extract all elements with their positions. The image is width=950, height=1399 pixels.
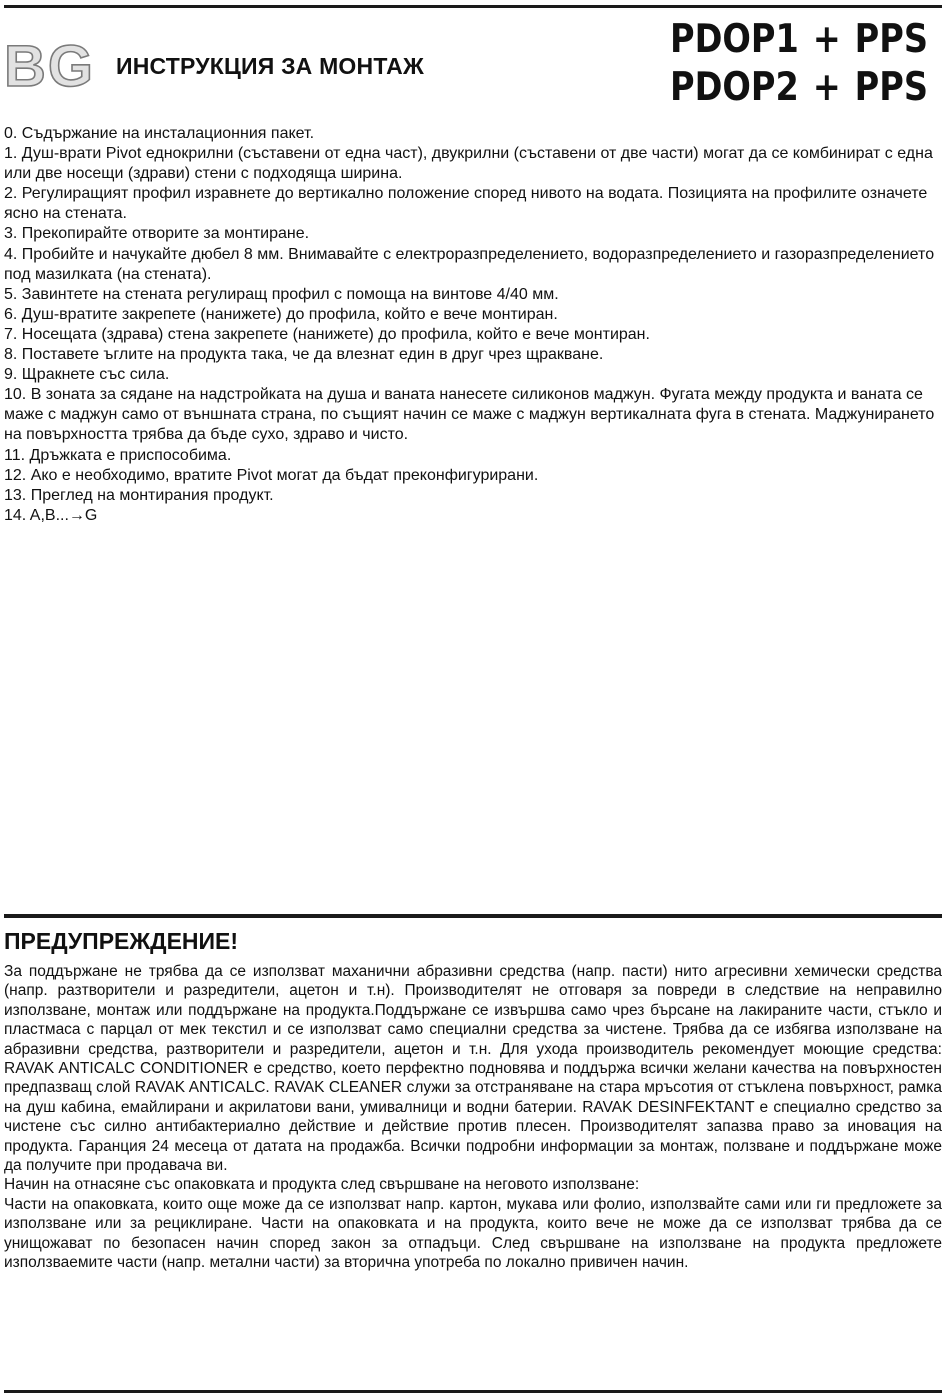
installation-steps: [4, 124, 942, 526]
step-item: 13. Преглед на монтирания продукт.: [4, 486, 274, 504]
step-item: 3. Прекопирайте отворите за монтиране.: [4, 225, 310, 243]
model-line-2: [670, 65, 928, 110]
model-accessory: PPS: [854, 17, 928, 62]
model-plus: +: [812, 17, 841, 62]
step-item: 11. Дръжката е приспособима.: [4, 446, 232, 464]
step-item: 5. Завинтете на стената регулиращ профил с помоща на винтове 4/40 мм.: [4, 285, 559, 303]
model-accessory: PPS: [854, 65, 928, 110]
step-item: 6. Душ-вратите закрепете (нанижете) до профила, който е вече монтиран.: [4, 305, 558, 323]
step-item: 0. Съдържание на инсталационния пакет.: [4, 125, 315, 142]
disposal-heading: Начин на отнасяне със опаковката и продукта след свършване на неговото използване:: [4, 1176, 640, 1194]
disposal-text: Части на опаковката, които още може да се използват напр. картон, мукава или фолио, използвайте сами или ги предложете за използване или за рециклиране. Части на опаковката и на продукта, които вече не може да се използват трябва да се унищожават по безопасен начин според закон за отпадъци. След свършване на използване на продукта предложете използваемите части (напр. метални части) за вторична употреба по локално привичен начин.: [4, 1195, 942, 1272]
language-code-logo: [4, 40, 98, 90]
step-item: 7. Носещата (здрава) стена закрепете (нанижете) до профила, който е вече монтиран.: [4, 325, 650, 343]
page-title: ИНСТРУКЦИЯ ЗА МОНТАЖ: [116, 53, 424, 79]
model-code: PDOP2: [670, 65, 799, 110]
model-code: PDOP1: [670, 17, 799, 62]
warning-paragraph: За поддържане не трябва да се използват маханични абразивни средства (напр. пасти) нито агресивни хемически средства (напр. разтворители и разредители, ацетон и т.н). Производителят не отговаря за повреди в следствие на неправилно използване, монтаж или поддържане на продукта.Поддържане се извършва само чрез бърсане на лакираните части, стъкло и пластмаса с парцал от мек текстил и се използват само специални средства за чистене. Трябва да се избягва използване на абразивни средства, разтворители и разредители, ацетон и т.н. Для ухода производитель рекомендует моющие средства: RAVAK ANTICALC CONDITIONER е средство, което перфектно подновява и поддържа всички желани качества на повърхностен предпазващ слой RAVAK ANTICALC. RAVAK CLEANER служи за отстраняване на стара мръсотия от стъклена повърхност, рамка на душ кабина, емайлирани и акрилатови вани, умивалници и водни батерии. RAVAK DESINFEKTANT е специално средство за чистене със силно антибактериално действие и действие против плесен. Производителят запазва право за иновация на продукта. Гаранция 24 месеца от датата на продажба. Всички подробни информации за монтаж, ползване и поддържане може да получите при продавача ви.: [4, 963, 942, 1175]
step-item: 14. A,B...→G: [4, 506, 98, 524]
model-plus: +: [812, 65, 841, 110]
step-item: 9. Щракнете със сила.: [4, 366, 170, 384]
language-code: BG: [4, 40, 95, 90]
warning-title: ПРЕДУПРЕЖДЕНИЕ!: [4, 928, 239, 954]
step-item: 2. Регулиращият профил изравнете до вертикално положение според нивото на водата. Позицията на профилите означете ясно на стената.: [4, 185, 928, 223]
step-item: 1. Душ-врати Pivot еднокрилни (съставени от една част), двукрилни (съставени от две части) могат да се комбинират с една или две носещи (здрави) стени с подходяща ширина.: [4, 145, 933, 183]
warning-section: [4, 962, 942, 1273]
model-line-1: [670, 17, 928, 62]
step-item: 8. Поставете ъглите на продукта така, че да влезнат един в друг чрез щракване.: [4, 346, 604, 364]
bottom-rule: [4, 1390, 942, 1393]
section-divider: [4, 914, 942, 918]
step-item: 4. Пробийте и начукайте дюбел 8 мм. Внимавайте с електроразпределението, водоразпределението и газоразпределението под мазилката (на стената).: [4, 245, 935, 283]
step-item: 10. В зоната за сядане на надстройката на душа и ваната нанесете силиконов маджун. Фугата между продукта и ваната се маже с маджун само от външната страна, по същият начин се маже с маджун вертикалната фуга в стената. Маджунирането на повърхността трябва да бъде сухо, здраво и чисто.: [4, 386, 935, 444]
top-rule: [4, 5, 942, 8]
step-item: 12. Ако е необходимо, вратите Pivot могат да бъдат преконфигурирани.: [4, 466, 539, 484]
